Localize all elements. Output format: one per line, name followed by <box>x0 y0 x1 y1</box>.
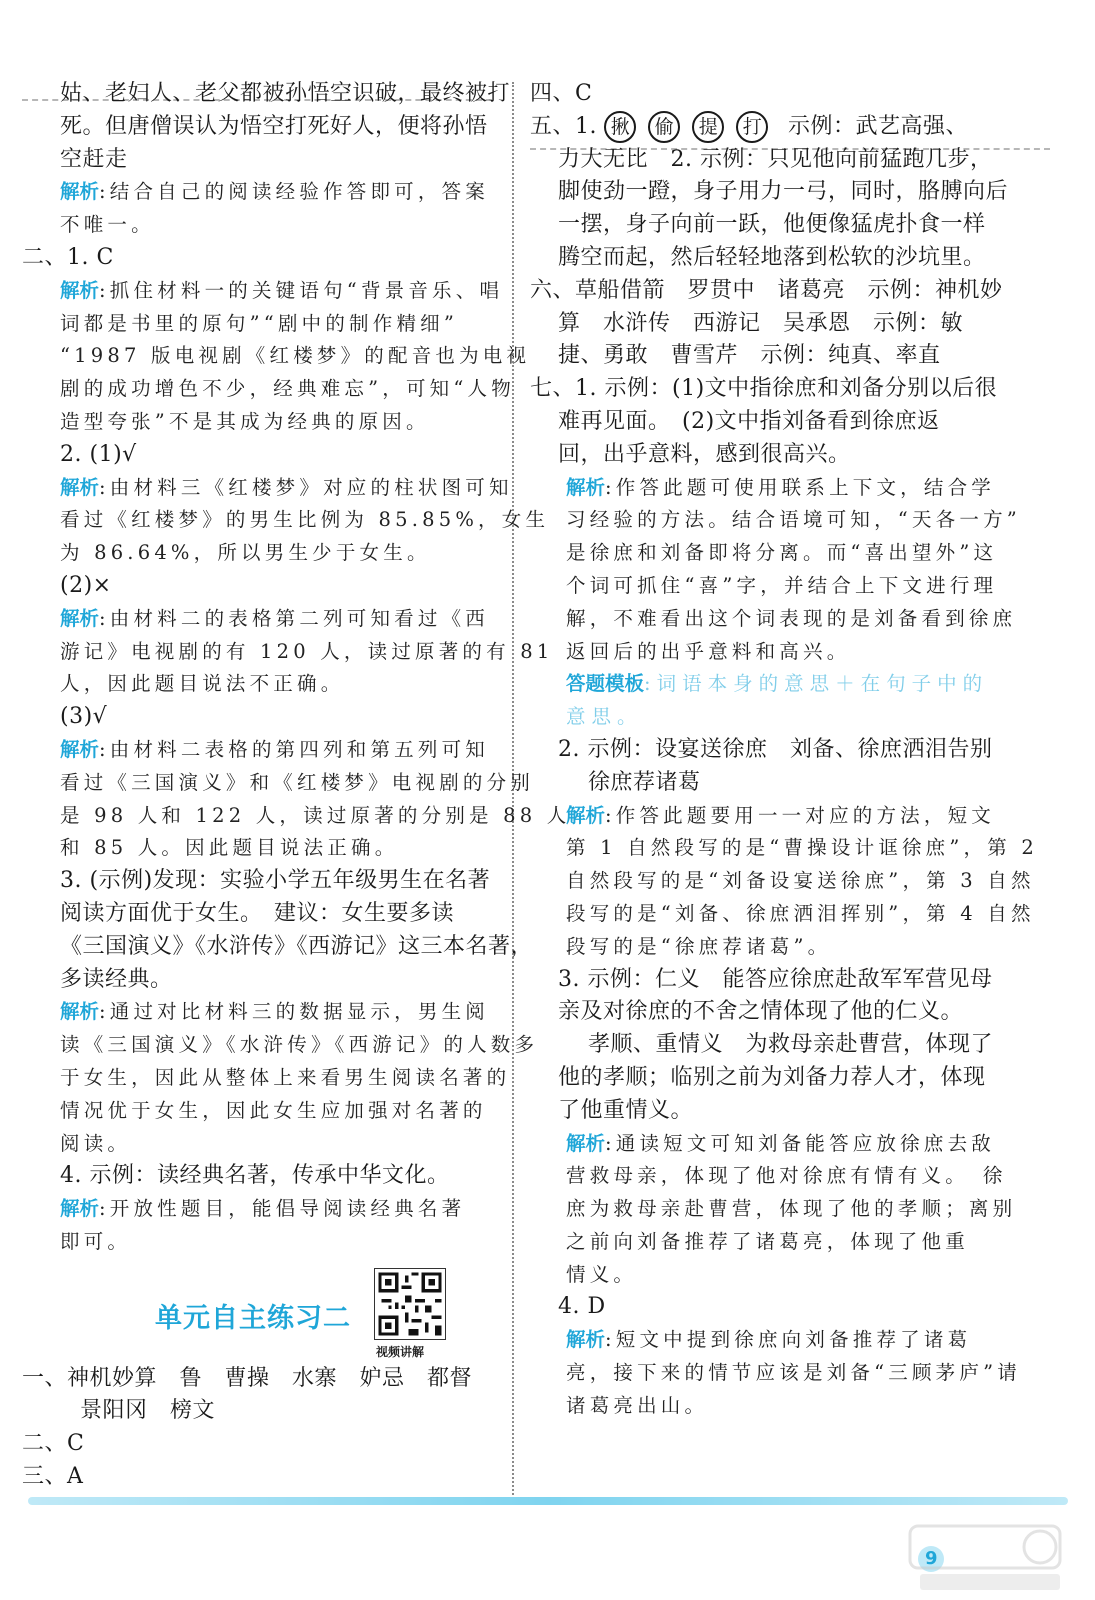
answer-line: 六、草船借箭 罗贯中 诸葛亮 示例：神机妙 <box>530 277 1003 303</box>
analysis-line <box>530 1390 1010 1423</box>
analysis-text: 之前向刘备推荐了诸葛亮，体现了他重 <box>566 1229 969 1253</box>
answer-line: 4. 示例：读经典名著，传承中华文化。 <box>60 1163 450 1189</box>
answer-line: (3)√ <box>60 704 108 730</box>
analysis-line <box>22 800 571 833</box>
analysis-text: 人，因此题目说法不正确。 <box>60 672 345 696</box>
analysis-line <box>530 800 1010 833</box>
answer-line: 力大无比 2. 示例：只见他向前猛跑几步， <box>558 146 993 172</box>
analysis-line <box>530 504 1021 537</box>
answer-line-q5 <box>530 111 1010 144</box>
analysis-line <box>530 636 1010 669</box>
analysis-text: “1987 版电视剧《红楼梦》的配音也为电视 <box>60 344 531 368</box>
analysis-label: 解析 <box>566 1131 606 1155</box>
analysis-line <box>22 1128 492 1161</box>
analysis-text: 读《三国演义》《水浒传》《西游记》的人数多 <box>60 1033 539 1057</box>
analysis-text: 诸葛亮出山。 <box>566 1393 709 1417</box>
analysis-text: 即可。 <box>60 1229 132 1253</box>
analysis-text: 是徐庶和刘备即将分离。而“喜出望外”这 <box>566 541 998 565</box>
analysis-text: :开放性题目，能倡导阅读经典名著 <box>99 1197 466 1221</box>
analysis-text: 意思。 <box>566 705 643 729</box>
analysis-text: 解，不难看出这个词表现的是刘备看到徐庶 <box>566 606 1017 630</box>
analysis-line <box>530 898 1035 931</box>
analysis-line <box>22 1029 539 1062</box>
analysis-label: 解析 <box>60 606 100 630</box>
analysis-label: 解析 <box>566 1328 606 1352</box>
analysis-line <box>22 373 515 406</box>
analysis-line <box>22 537 492 570</box>
answer-line: 算 水浒传 西游记 吴承恩 示例：敏 <box>558 310 964 336</box>
q5-prefix: 五、1. <box>530 113 605 139</box>
circled-character: 偷 <box>648 111 680 143</box>
analysis-text: 自然段写的是“刘备设宴送徐庶”，第 3 自然 <box>566 869 1035 893</box>
analysis-text: 返回后的出乎意料和高兴。 <box>566 639 851 663</box>
analysis-line <box>22 340 531 373</box>
analysis-text: :短文中提到徐庶向刘备推荐了诸葛 <box>605 1328 972 1352</box>
analysis-text: 段写的是“刘备、徐庶洒泪挥别”，第 4 自然 <box>566 901 1035 925</box>
analysis-line <box>530 1193 1017 1226</box>
analysis-line <box>22 209 492 242</box>
answer-line: 七、1. 示例：(1)文中指徐庶和刘备分别以后很 <box>530 376 998 402</box>
analysis-line <box>530 1324 1010 1357</box>
answer-line: 捷、勇敢 曹雪芹 示例：纯真、率直 <box>558 343 941 369</box>
answer-line: 一摆，身子向前一跃，他便像猛虎扑食一样 <box>558 212 986 238</box>
analysis-line <box>22 504 550 537</box>
analysis-line <box>22 275 504 308</box>
analysis-text: :作答此题要用一一对应的方法，短文 <box>605 803 995 827</box>
answer-line: 2. (1)√ <box>60 441 137 467</box>
analysis-text: 词都是书里的原句”“剧中的制作精细” <box>60 311 459 335</box>
analysis-label: 解析 <box>566 475 606 499</box>
analysis-line <box>530 1259 1010 1292</box>
analysis-label: 解析 <box>60 180 100 204</box>
qr-label: 视频讲解 <box>376 1345 425 1359</box>
analysis-text: 游记》电视剧的有 120 人，读过原著的有 81 <box>60 639 554 663</box>
analysis-text: :作答此题可使用联系上下文，结合学 <box>605 475 995 499</box>
analysis-label: 解析 <box>60 475 100 499</box>
analysis-line <box>22 636 554 669</box>
template-line <box>530 701 1010 734</box>
template-line <box>530 668 1010 701</box>
answer-line: 姑、老妇人、老父都被孙悟空识破，最终被打 <box>60 81 511 106</box>
template-label: 答题模板 <box>566 672 645 696</box>
analysis-label: 解析 <box>60 1197 100 1221</box>
answer-line: 阅读方面优于女生。 建议：女生要多读 <box>60 900 455 926</box>
analysis-line <box>22 472 513 505</box>
analysis-line <box>22 767 535 800</box>
analysis-text: 情义。 <box>566 1262 638 1286</box>
analysis-text: 不唯一。 <box>60 213 155 237</box>
answer-line: 3. 示例：仁义 能答应徐庶赴敌军军营见母 <box>558 966 993 992</box>
answer-line: 多读经典。 <box>60 966 173 992</box>
analysis-line <box>22 176 492 209</box>
analysis-line <box>530 1357 1021 1390</box>
answer-line: 他的孝顺；临别之前为刘备力荐人才，体现 <box>558 1064 986 1090</box>
circled-character: 揪 <box>604 111 636 143</box>
analysis-text: 看过《三国演义》和《红楼梦》电视剧的分别 <box>60 770 535 794</box>
analysis-label: 解析 <box>60 1000 100 1024</box>
analysis-text: :通读短文可知刘备能答应放徐庶去敌 <box>605 1131 995 1155</box>
analysis-text: 个词可抓住“喜”字，并结合上下文进行理 <box>566 573 998 597</box>
analysis-line <box>22 406 492 439</box>
analysis-text: 亮，接下来的情节应该是刘备“三顾茅庐”请 <box>566 1361 1021 1385</box>
answer-line: 《三国演义》《水浒传》《西游记》这三本名著， <box>60 933 534 959</box>
section-title: 单元自主练习二 <box>155 1303 351 1334</box>
analysis-text: 情况优于女生，因此女生应加强对名著的 <box>60 1098 487 1122</box>
answer-line: 4. D <box>558 1294 606 1320</box>
analysis-line <box>530 537 1010 570</box>
answer-line: 景阳冈 榜文 <box>80 1398 216 1424</box>
analysis-line <box>22 1226 492 1259</box>
watermark-logo-icon <box>900 1520 1080 1596</box>
answer-line: (2)× <box>60 572 112 598</box>
answer-line: 三、A <box>22 1464 84 1490</box>
analysis-text: :由材料三《红楼梦》对应的柱状图可知 <box>99 475 513 499</box>
answer-line: 徐庶荐诸葛 <box>588 769 701 795</box>
analysis-text: :词语本身的意思＋在句子中的 <box>644 672 989 696</box>
answer-line: 了他重情义。 <box>558 1097 694 1123</box>
analysis-line <box>530 1160 1010 1193</box>
analysis-label: 解析 <box>60 278 100 302</box>
analysis-line <box>22 832 492 865</box>
answer-line: 亲及对徐庶的不舍之情体现了他的仁义。 <box>558 999 964 1025</box>
analysis-text: 造型夸张”不是其成为经典的原因。 <box>60 409 430 433</box>
analysis-text: 剧的成功增色不少，经典难忘”，可知“人物 <box>60 377 515 401</box>
answer-line: 3. (示例)发现：实验小学五年级男生在名著 <box>60 868 491 894</box>
analysis-text: 段写的是“徐庶荐诸葛”。 <box>566 934 832 958</box>
answer-line: 空赶走 <box>60 146 128 172</box>
answer-line: 二、C <box>22 1431 85 1457</box>
analysis-line <box>530 1226 1010 1259</box>
analysis-line <box>530 1128 1010 1161</box>
analysis-text: :由材料二的表格第二列可知看过《西 <box>99 606 489 630</box>
analysis-line <box>22 996 492 1029</box>
analysis-line <box>22 603 492 636</box>
circled-character: 打 <box>736 111 768 143</box>
analysis-line <box>530 931 1010 964</box>
analysis-line <box>530 603 1017 636</box>
qr-code-icon[interactable] <box>374 1268 446 1340</box>
analysis-text: :结合自己的阅读经验作答即可，答案 <box>99 180 489 204</box>
analysis-line <box>22 668 492 701</box>
answer-line: 死。但唐僧误认为悟空打死好人，便将孙悟 <box>60 113 488 139</box>
answer-line: 一、神机妙算 鲁 曹操 水寨 妒忌 都督 <box>22 1365 473 1391</box>
answer-line: 回，出乎意料，感到很高兴。 <box>558 441 851 467</box>
analysis-text: 习经验的方法。结合语境可知，“天各一方” <box>566 508 1021 532</box>
analysis-text: 看过《红楼梦》的男生比例为 85.85%，女生 <box>60 508 550 532</box>
analysis-text: 营救母亲，体现了他对徐庶有情有义。 徐 <box>566 1164 1007 1188</box>
answer-line: 孝顺、重情义 为救母亲赴曹营，体现了 <box>588 1032 994 1058</box>
analysis-text: :通过对比材料三的数据显示，男生阅 <box>99 1000 489 1024</box>
bottom-decorative-band <box>28 1497 1068 1505</box>
analysis-line <box>22 734 492 767</box>
analysis-text: :由材料二表格的第四列和第五列可知 <box>99 737 489 761</box>
answer-line: 四、C <box>530 81 593 106</box>
analysis-text: 阅读。 <box>60 1131 132 1155</box>
analysis-text: 于女生，因此从整体上来看男生阅读名著的 <box>60 1065 511 1089</box>
analysis-line <box>22 1062 511 1095</box>
answer-line: 腾空而起，然后轻轻地落到松软的沙坑里。 <box>558 244 986 270</box>
analysis-text: 第 1 自然段写的是“曹操设计诓徐庶”，第 2 <box>566 836 1038 860</box>
analysis-text: :抓住材料一的关键语句“背景音乐、唱 <box>99 278 504 302</box>
answer-line: 2. 示例：设宴送徐庶 刘备、徐庶洒泪告别 <box>558 736 993 762</box>
analysis-line <box>22 1095 492 1128</box>
analysis-text: 为 86.64%，所以男生少于女生。 <box>60 541 431 565</box>
circled-character: 提 <box>692 111 724 143</box>
analysis-label: 解析 <box>566 803 606 827</box>
q5-suffix: 示例：武艺高强、 <box>780 113 968 139</box>
answer-line: 二、1. C <box>22 244 114 270</box>
analysis-line <box>530 570 1010 603</box>
analysis-line <box>22 308 492 341</box>
answer-line: 难再见面。 (2)文中指刘备看到徐庶返 <box>558 408 940 434</box>
answer-line: 脚使劲一蹬，身子用力一弓，同时，胳膊向后 <box>558 179 1009 205</box>
analysis-text: 和 85 人。因此题目说法正确。 <box>60 836 399 860</box>
analysis-line <box>530 472 1010 505</box>
analysis-text: 是 98 人和 122 人，读过原著的分别是 88 人 <box>60 803 571 827</box>
analysis-line <box>22 1193 492 1226</box>
page-number: 9 <box>925 1548 938 1569</box>
analysis-line <box>530 832 1038 865</box>
analysis-label: 解析 <box>60 737 100 761</box>
analysis-line <box>530 865 1035 898</box>
right-column <box>530 78 1038 1423</box>
analysis-text: 庶为救母亲赴曹营，体现了他的孝顺；离别 <box>566 1197 1017 1221</box>
